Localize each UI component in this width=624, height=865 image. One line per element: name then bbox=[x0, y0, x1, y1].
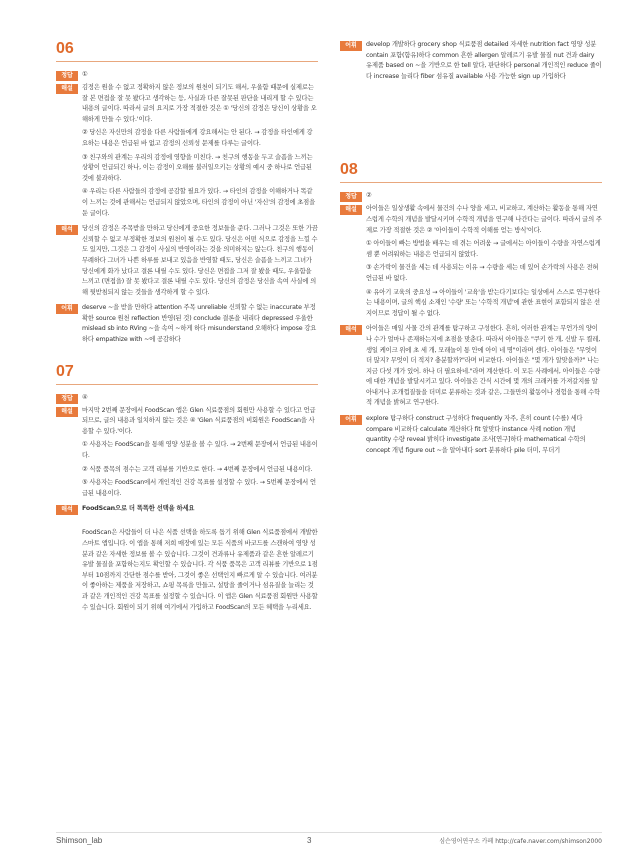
translation-row bbox=[56, 224, 318, 301]
explanation-text bbox=[82, 406, 318, 503]
divider bbox=[340, 182, 602, 183]
explanation-row bbox=[340, 204, 602, 322]
explanation-paragraph: ③ 친구와의 관계는 우리의 감정에 영향을 미친다. → 친구의 행동을 두고 슬픔을 느끼는 상황이 언급되긴 하나, 이는 감정이 오해를 불러일으키는 상황의 예시 중 하나로 언급된 것에 불과하다. bbox=[82, 153, 313, 182]
explanation-paragraph: ④ 우리는 다른 사람들의 감정에 공감할 필요가 있다. → 타인의 감정을 이해하거나 똑같이 느끼는 것에 관해서는 언급되지 않았으며, 타인의 감정이 아닌 '자신'의 감정에 초점을 둔 글이다. bbox=[82, 188, 316, 217]
translation-text bbox=[366, 324, 602, 412]
translation-paragraph: 당신의 감정은 주목받을 만하고 당신에게 중요한 정보들을 준다. 그러나 그것은 또한 가끔 신뢰할 수 없고 부정확한 정보의 원천이 될 수도 있다. 당신은 어떤 식으로 감정을 느낄 수도 있지만, 그것은 그 감정이 사실의 반영이라는 것을 의미하지는 않는다. 친구의 행동이 무례하다 그녀가 나쁜 하루를 보내고 있음을 반영할 때도, 당신은 슬픔을 느끼고 그녀가 당신에게 화가 났다고 결론 내릴 수도 있다. 당신은 면접을 그저 잘 봤을 때도, 우울함을 느끼고 (면접을) 잘 못 봤다고 결론 내릴 수도 있다. 당신의 감정은 당신을 속여 사실에 의해 뒷받침되지 않는 것들을 생각하게 할 수 있다. bbox=[82, 225, 318, 296]
explanation-text bbox=[366, 204, 602, 322]
vocab-tag: 어휘 bbox=[340, 41, 362, 51]
vocab-tag: 어휘 bbox=[340, 415, 362, 425]
vocab-row bbox=[340, 40, 602, 85]
answer-row bbox=[340, 191, 602, 202]
translation-title: FoodScan으로 더 똑똑한 선택을 하세요 bbox=[82, 505, 195, 513]
vocab-row bbox=[340, 414, 602, 459]
answer-text: ① bbox=[82, 71, 88, 78]
vocab-paragraph: deserve ~을 받을 만하다 attention 주목 unreliable 신뢰할 수 없는 inaccurate 부정확한 source 원천 reflection 반영(된 것) conclude 결론을 내리다 depressed 우울한 mislead sb into RVing ~을 속여 ~하게 하다 misunderstand 오해하다 impose 강요하다 empathize with ~에 공감하다 bbox=[82, 304, 317, 344]
footer-site[interactable]: 심슨영어연구소 카페 http://cafe.naver.com/shimson2000 bbox=[439, 838, 602, 845]
answer-tag: 정답 bbox=[340, 192, 362, 202]
page-number: 3 bbox=[307, 836, 312, 845]
explanation-paragraph: 김정은 원을 수 없고 정확하지 않은 정보의 원천이 되기도 해서, 우울함 때문에 실제로는 잘 본 면접을 잘 못 봤다고 생각하는 등, 사실과 다른 잘못된 판단을 내리게 할 수 있다는 내용의 글이다. 따라서 글의 요지로 가장 적절한 것은 ① '당신의 감정은 당신이 상황을 오해하게 만들 수 있다.'이다. bbox=[82, 84, 317, 123]
question-number: 06 bbox=[56, 40, 74, 57]
vocab-paragraph: explore 탐구하다 construct 구성하다 frequently 자주, 흔히 count (수를) 세다 compare 비교하다 calculate 계산하다 fit 알맞다 instance 사례 notion 개념 quantity 수량 reveal 밝히다 investigate 조사[연구]하다 mathematical 수학의 concept 개념 figure out ~을 알아내다 sort 분류하다 pile 더미, 무더기 bbox=[366, 415, 586, 454]
explanation-paragraph: ③ 손가락이 물건을 세는 데 사용되는 이유 → 수량을 세는 데 있어 손가락의 사용은 전혀 언급된 바 없다. bbox=[366, 264, 599, 282]
vocab-tag: 어휘 bbox=[56, 304, 78, 314]
explanation-paragraph: ② 식품 품목의 점수는 고객 리뷰를 기반으로 한다. → 4번째 문장에서 언급된 내용이다. bbox=[82, 465, 313, 473]
answer-text: ② bbox=[366, 192, 372, 200]
explanation-tag: 해설 bbox=[340, 205, 362, 215]
vocab-text bbox=[366, 40, 602, 85]
explanation-paragraph: ① 사용자는 FoodScan을 통해 영양 성분을 볼 수 있다. → 2번째 문장에서 언급된 내용이다. bbox=[82, 441, 318, 460]
answer-tag: 정답 bbox=[56, 71, 78, 81]
translation-row bbox=[56, 504, 318, 515]
left-column bbox=[56, 40, 318, 613]
question-number: 08 bbox=[340, 161, 358, 179]
vocab-text bbox=[366, 414, 602, 459]
explanation-row bbox=[56, 406, 318, 503]
explanation-paragraph: ④ 유아기 교육의 중요성 → 아이들이 '교육'을 받는다기보다는 일상에서 스스로 연구한다는 내용이며, 글의 핵심 소재인 '수량' 또는 '수학적 개념'에 관한 표현이 포함되지 않은 선지이므로 정답이 될 수 없다. bbox=[366, 288, 601, 317]
answer-row bbox=[56, 393, 318, 404]
translation-row bbox=[340, 324, 602, 412]
explanation-paragraph: 아이들은 일상생활 속에서 물건의 수나 양을 세고, 비교하고, 계산하는 활동을 통해 자연스럽게 수학의 개념을 발달시키며 수학적 개념을 연구해 나간다는 글이다. 따라서 글의 주제로 가장 적절한 것은 ② '아이들이 수학적 이해를 얻는 방식'이다. bbox=[366, 205, 602, 234]
translation-text bbox=[82, 224, 318, 301]
explanation-paragraph: ② 당신은 자신만의 감정을 다른 사람들에게 강요해서는 안 된다. → 감정을 타인에게 강요하는 내용은 언급된 바 없고 감정의 신뢰성 문제를 다루는 글이다. bbox=[82, 129, 313, 147]
footer-brand: Shimson_lab bbox=[56, 836, 103, 845]
vocab-row bbox=[56, 303, 318, 348]
answer-row bbox=[56, 70, 318, 81]
explanation-paragraph: ① 아이들이 빠는 방법을 배우는 데 겪는 어려움 → 글에서는 아이들이 수량을 자연스럽게 셈 뿐 어려워하는 내용은 언급되지 않았다. bbox=[366, 240, 601, 258]
explanation-text bbox=[82, 83, 318, 222]
explanation-paragraph: 마지막 2번째 문장에서 FoodScan 앱은 Glen 식료품점의 회원만 사용할 수 있다고 언급되므로, 글의 내용과 일치하지 않는 것은 ④ 'Glen 식료품점의 비회원은 FoodScan을 사용할 수 있다.'이다. bbox=[82, 406, 316, 435]
translation-paragraph: 아이들은 매일 사물 간의 관계를 탐구하고 구성한다. 흔히, 이러한 관계는 무언가의 양이나 수가 얼마나 존재하는지에 초점을 맞춘다. 따라서 아이들은 "쿠키 한 개, 신발 두 켤레, 생일 케이크 위에 초 세 개, 모래놀이 통 안에 아이 네 명"이라며 센다. 아이들은 "무엇이 더 많지? 무엇이 더 적지? 충분할까?"라며 비교한다. 아이들은 "몇 개가 알맞을까?" 나는 지금 다섯 개가 있어. 하나 더 필요하네."라며 계산한다. 이 모든 사례에서, 아이들은 수량에 대한 개념을 발달시키고 있다. 아이들은 간식 시간에 몇 개의 크래커를 가져갈지를 알아내거나 조개껍질들을 더미로 분류하는 것과 같은, 그들만의 활동이나 경험을 통해 수학적 개념을 밝혀고 연구한다. bbox=[366, 325, 601, 407]
translation-tag: 해석 bbox=[340, 325, 362, 335]
translation-tag: 해석 bbox=[56, 225, 78, 235]
translation-passage: FoodScan은 사람들이 더 나은 식품 선택을 하도록 돕기 위해 Glen 식료품점에서 개발한 스마트 앱입니다. 이 앱을 통해 저희 매장에 있는 모든 식품의 바코드를 스캔하여 영양 성분과 같은 자세한 정보를 볼 수 있습니다. 그것이 견과류나 유제품과 같은 흔한 알레르기 유발 물질을 포함하는지도 확인할 수 있습니다. 각 식품 품목은 고객 리뷰를 기반으로 1점부터 10점까지 간단한 점수를 받아, 그것이 좋은 선택인지 빠르게 알 수 있습니다. 여러분이 좋아하는 제품을 저장하고, 쇼핑 목록을 만들고, 설탕을 줄이거나 섬유질을 늘리는 것과 같은 개인적인 건강 목표를 설정할 수 있습니다. 이 앱은 Glen 식료품점 회원만 사용할 수 있습니다. 회원이 되기 위해 여기에서 가입하고 FoodScan의 모든 혜택을 누리세요. bbox=[82, 529, 318, 611]
question-08 bbox=[340, 161, 602, 459]
question-number: 07 bbox=[56, 362, 74, 380]
explanation-paragraph: ⑤ 사용자는 FoodScan에서 개인적인 건강 목표를 설정할 수 있다. → 5번째 문장에서 언급된 내용이다. bbox=[82, 479, 316, 497]
divider bbox=[56, 384, 318, 385]
question-06 bbox=[56, 40, 318, 349]
vocab-paragraph: develop 개발하다 grocery shop 식료품점 detailed 자세한 nutrition fact 영양 성분 contain 포함(함유)하다 common 흔한 allergen 알레르기 유발 물질 nut 견과 dairy 유제품 based on ~을 기반으로 한 tell 알다, 판단하다 personal 개인적인 reduce 줄이다 increase 늘리다 fiber 섬유질 available 사용 가능한 sign up 가입하다 bbox=[366, 41, 602, 80]
question-07 bbox=[56, 363, 318, 614]
explanation-tag: 해설 bbox=[56, 407, 78, 417]
answer-tag: 정답 bbox=[56, 394, 78, 404]
right-column bbox=[340, 40, 602, 461]
divider bbox=[56, 61, 318, 62]
vocab-text bbox=[82, 303, 318, 348]
explanation-tag: 해설 bbox=[56, 84, 78, 94]
answer-text: ④ bbox=[82, 393, 88, 401]
explanation-row bbox=[56, 83, 318, 222]
translation-tag: 해석 bbox=[56, 505, 78, 515]
footer-divider bbox=[56, 832, 602, 833]
